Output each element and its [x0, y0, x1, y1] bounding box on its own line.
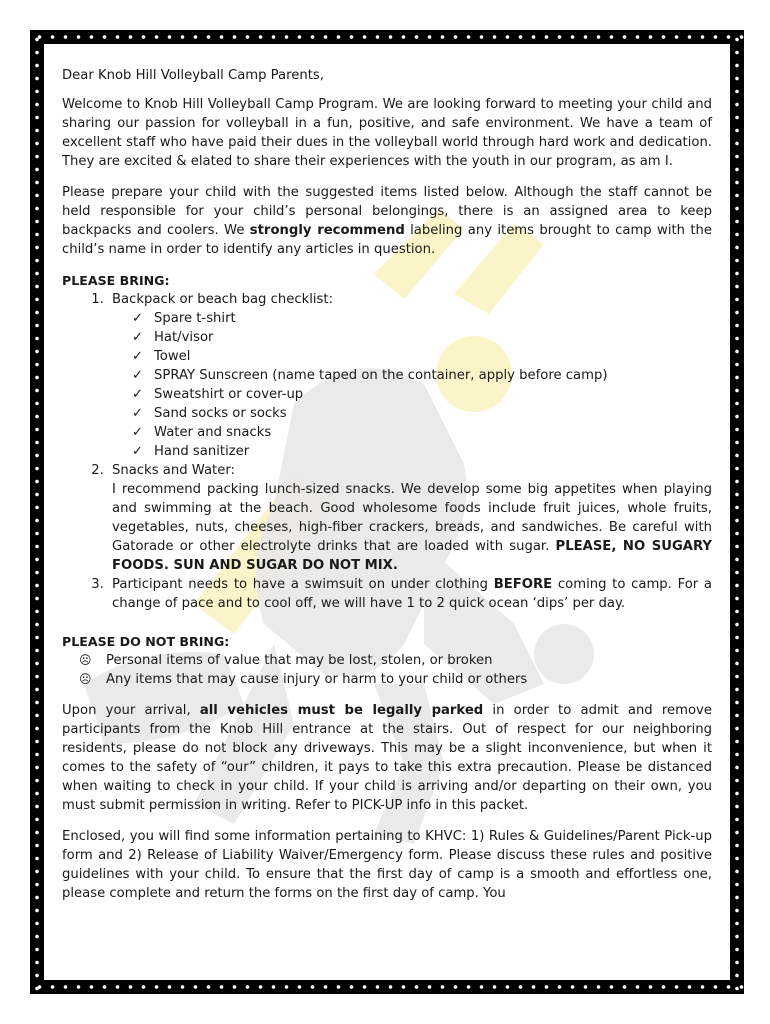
- border-dots-bottom: [30, 980, 744, 994]
- page-body: [44, 44, 730, 980]
- bring-item-backpack: 1. Backpack or beach bag checklist: ✓ Spare t-shirt ✓ Hat/visor ✓ Towel ✓ SPRAY Sunscreen (name taped on the container, apply before camp) ✓ Sweatshirt or cover-up ✓ Sand socks or socks ✓ Water and snacks ✓ Hand sanitizer: [108, 290, 712, 461]
- enclosed-paragraph: Enclosed, you will find some information pertaining to KHVC: 1) Rules & Guidelines/Parent Pick-up form and 2) Release of Liability Waiver/Emergency form. Please discuss these rules and positive guidelines with your child. To ensure that the first day of camp is a smooth and effortless one, please complete and return the forms on the first day of camp. You: [62, 829, 712, 901]
- checklist-item: ✓ Water and snacks: [132, 425, 272, 440]
- check-icon: ✓: [132, 311, 144, 326]
- arrival-paragraph: Upon your arrival, all vehicles must be legally parked in order to admit and remove participants from the Knob Hill entrance at the stairs. Out of respect for our neighboring residents, please do not block any driveways. This may be a slight inconvenience, but when it comes to the safety of “our” children, it pays to take this extra precaution. Please be distanced when waiting to check in your child. If your child is arriving and/or departing on their own, you must submit permission in writing. Refer to PICK-UP info in this packet.: [62, 703, 712, 813]
- check-icon: ✓: [132, 330, 144, 345]
- salutation: Dear Knob Hill Volleyball Camp Parents,: [62, 68, 324, 83]
- please-do-not-bring-heading: PLEASE DO NOT BRING:: [62, 634, 230, 649]
- dotted-border-frame: [30, 30, 744, 994]
- checklist-item: ✓ Sweatshirt or cover-up: [132, 387, 304, 402]
- do-not-bring-item: ☹ Personal items of value that may be lost, stolen, or broken: [79, 653, 493, 668]
- check-icon: ✓: [132, 425, 144, 440]
- checklist-item: ✓ Towel: [132, 349, 191, 364]
- check-icon: ✓: [132, 349, 144, 364]
- do-not-bring-list: [62, 651, 712, 689]
- check-icon: ✓: [132, 406, 144, 421]
- bring-item-snacks: 2. Snacks and Water: I recommend packing lunch-sized snacks. We develop some big appetites when playing and swimming at the beach. Good wholesome foods include fruit juices, whole fruits, vegetables, nuts, cheeses, high-fiber crackers, breads, and sandwiches. Be careful with Gatorade or other electrolyte drinks that are loaded with sugar. PLEASE, NO SUGARY FOODS. SUN AND SUGAR DO NOT MIX.: [108, 461, 712, 575]
- checklist-item: ✓ SPRAY Sunscreen (name taped on the container, apply before camp): [132, 368, 608, 383]
- bring-item-swimsuit: 3. Participant needs to have a swimsuit on under clothing BEFORE coming to camp. For a change of pace and to cool off, we will have 1 to 2 quick ocean ‘dips’ per day.: [108, 575, 712, 613]
- bring-list: [62, 290, 712, 613]
- before-emphasis: BEFORE: [493, 577, 553, 592]
- checklist-item: ✓ Hand sanitizer: [132, 444, 250, 459]
- no-sugary-foods-emphasis: PLEASE, NO SUGARY FOODS. SUN AND SUGAR DO NOT MIX.: [112, 539, 712, 573]
- checklist-item: ✓ Hat/visor: [132, 330, 214, 345]
- frown-icon: ☹: [79, 653, 92, 667]
- legally-parked-emphasis: all vehicles must be legally parked: [199, 703, 484, 718]
- do-not-bring-item: ☹ Any items that may cause injury or harm to your child or others: [79, 672, 528, 687]
- please-bring-heading: PLEASE BRING:: [62, 273, 170, 288]
- check-icon: ✓: [132, 444, 144, 459]
- frown-icon: ☹: [79, 672, 92, 686]
- checklist-item: ✓ Sand socks or socks: [132, 406, 287, 421]
- backpack-checklist: [112, 309, 712, 461]
- border-dots-right: [730, 30, 744, 994]
- checklist-item: ✓ Spare t-shirt: [132, 311, 236, 326]
- border-dots-top: [30, 30, 744, 44]
- check-icon: ✓: [132, 368, 144, 383]
- intro-paragraph: Welcome to Knob Hill Volleyball Camp Program. We are looking forward to meeting your child and sharing our passion for volleyball in a fun, positive, and safe environment. We have a team of excellent staff who have paid their dues in the volleyball world through hard work and dedication. They are excited & elated to share their experiences with the youth in our program, as am I.: [62, 97, 712, 169]
- prepare-paragraph: Please prepare your child with the suggested items listed below. Although the staff cannot be held responsible for your child’s personal belongings, there is an assigned area to keep backpacks and coolers. We strongly recommend labeling any items brought to camp with the child’s name in order to identify any articles in question.: [62, 185, 712, 257]
- strongly-recommend-emphasis: strongly recommend: [249, 223, 405, 238]
- border-dots-left: [30, 30, 44, 994]
- letter-content: [62, 66, 712, 915]
- check-icon: ✓: [132, 387, 144, 402]
